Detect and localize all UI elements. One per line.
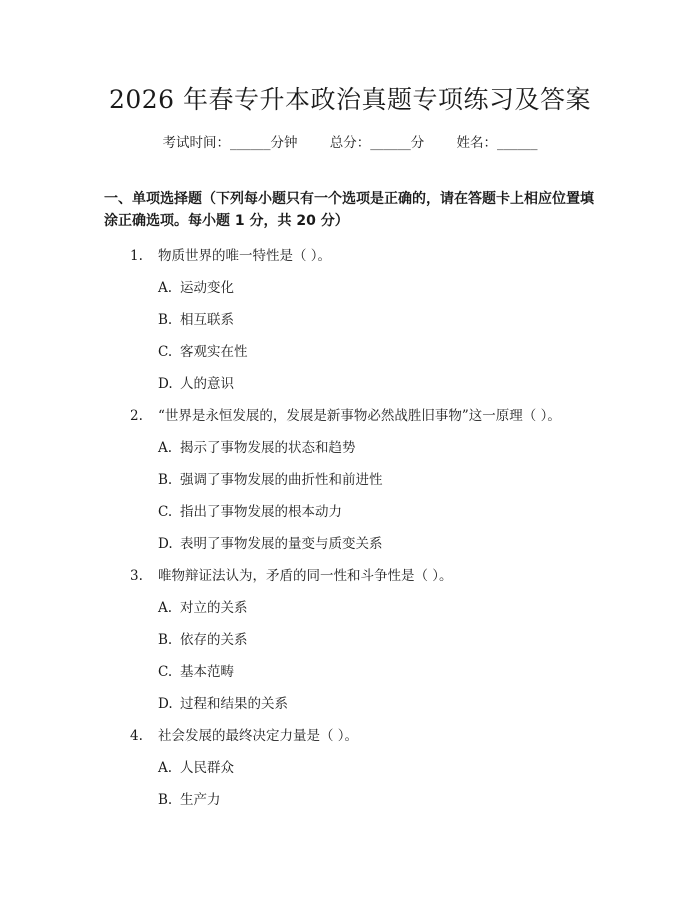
- option-text: 指出了事物发展的根本动力: [180, 504, 342, 520]
- answer-option: [158, 308, 598, 328]
- option-text: 人民群众: [180, 760, 234, 776]
- option-letter: A.: [158, 440, 173, 456]
- question-number: 1.: [130, 248, 143, 264]
- answer-option: [158, 756, 598, 776]
- answer-option: [158, 660, 598, 680]
- option-letter: B.: [158, 632, 173, 648]
- total-score-label: 总分：______分: [329, 135, 425, 151]
- question-stem: [130, 724, 610, 744]
- option-letter: A.: [158, 600, 173, 616]
- answer-option: [158, 468, 598, 488]
- answer-option: [158, 372, 598, 392]
- question-number: 3.: [130, 568, 143, 584]
- question-number: 2.: [130, 408, 143, 424]
- option-letter: D.: [158, 376, 173, 392]
- option-text: 强调了事物发展的曲折性和前进性: [180, 472, 383, 488]
- option-letter: D.: [158, 536, 173, 552]
- option-letter: C.: [158, 504, 173, 520]
- answer-option: [158, 596, 598, 616]
- option-text: 对立的关系: [180, 600, 248, 616]
- exam-info-line: [0, 131, 700, 151]
- option-letter: A.: [158, 280, 173, 296]
- answer-option: [158, 500, 598, 520]
- option-letter: C.: [158, 344, 173, 360]
- question-stem: [130, 244, 610, 264]
- answer-option: [158, 532, 598, 552]
- exam-time-label: 考试时间：______分钟: [162, 135, 298, 151]
- option-text: 表明了事物发展的量变与质变关系: [180, 536, 383, 552]
- option-letter: B.: [158, 312, 173, 328]
- option-letter: B.: [158, 792, 173, 808]
- question-number: 4.: [130, 728, 143, 744]
- option-text: 运动变化: [180, 280, 234, 296]
- option-text: 基本范畴: [180, 664, 234, 680]
- option-letter: B.: [158, 472, 173, 488]
- option-text: 客观实在性: [180, 344, 248, 360]
- option-text: 过程和结果的关系: [180, 696, 288, 712]
- page-title: 2026 年春专升本政治真题专项练习及答案: [108, 85, 592, 114]
- answer-option: [158, 692, 598, 712]
- option-letter: D.: [158, 696, 173, 712]
- answer-option: [158, 436, 598, 456]
- question-text: 社会发展的最终决定力量是（ ）。: [158, 728, 359, 744]
- answer-option: [158, 788, 598, 808]
- option-text: 人的意识: [180, 376, 234, 392]
- option-letter: C.: [158, 664, 173, 680]
- question-stem: [130, 404, 610, 424]
- answer-option: [158, 340, 598, 360]
- answer-option: [158, 276, 598, 296]
- option-text: 揭示了事物发展的状态和趋势: [180, 440, 356, 456]
- question-stem: [130, 564, 610, 584]
- option-text: 相互联系: [180, 312, 234, 328]
- option-text: 依存的关系: [180, 632, 248, 648]
- section-heading: 一、单项选择题（下列每小题只有一个选项是正确的，请在答题卡上相应位置填涂正确选项。每小题 1 分，共 20 分）: [104, 191, 594, 229]
- question-text: 唯物辩证法认为，矛盾的同一性和斗争性是（ ）。: [158, 568, 453, 584]
- option-letter: A.: [158, 760, 173, 776]
- option-text: 生产力: [180, 792, 221, 808]
- answer-option: [158, 628, 598, 648]
- question-text: 物质世界的唯一特性是（ ）。: [158, 248, 332, 264]
- student-name-label: 姓名：______: [456, 135, 538, 151]
- question-text: “世界是永恒发展的，发展是新事物必然战胜旧事物”这一原理（ ）。: [158, 408, 561, 424]
